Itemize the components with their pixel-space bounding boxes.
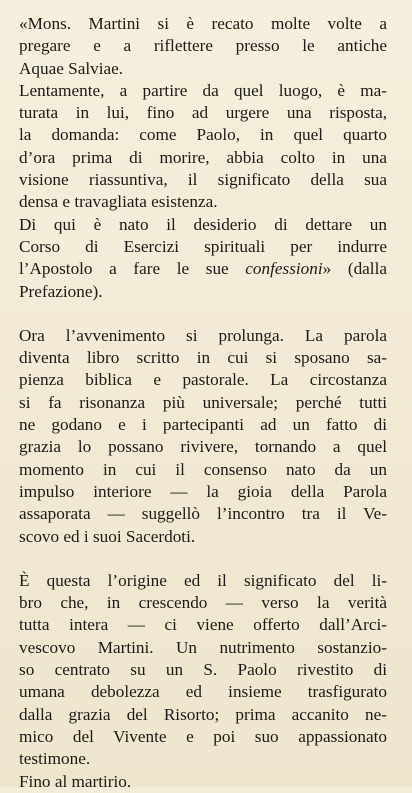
paragraph xyxy=(19,771,387,793)
paragraph xyxy=(19,214,387,303)
text-line: Ora l’avvenimento si prolunga. La parola xyxy=(19,325,387,345)
text-line: so centrato su un S. Paolo rivestito di xyxy=(19,660,387,680)
text-line: densa e travagliata esistenza. xyxy=(19,192,218,212)
text-line: d’ora prima di morire, abbia colto in una xyxy=(19,147,387,167)
paragraph xyxy=(19,325,387,548)
text-line: scovo ed i suoi Sacerdoti. xyxy=(19,526,196,546)
text-line: Di qui è nato il desiderio di dettare un xyxy=(19,214,387,234)
text-line: bro che, in crescendo — verso la verità xyxy=(19,593,387,613)
text-line: mico del Vivente e poi suo appassionato xyxy=(19,726,387,746)
text-line: pregare e a riflettere presso le antiche xyxy=(19,36,387,56)
text-segment: l’Apostolo a fare le sue xyxy=(19,259,246,279)
text-line: assaporata — suggellò l’incontro tra il Ve- xyxy=(19,504,387,524)
paragraph xyxy=(19,80,387,214)
text-line: dalla grazia del Risorto; prima accanito ne- xyxy=(19,704,387,724)
text-line: umana debolezza ed insieme trasfigurato xyxy=(19,682,387,702)
text-line: tutta intera — ci viene offerto dall’Arci- xyxy=(19,615,387,635)
text-line: la domanda: come Paolo, in quel quarto xyxy=(19,125,387,145)
text-line: vescovo Martini. Un nutrimento sostanzio- xyxy=(19,637,387,657)
text-segment: » (dalla xyxy=(322,259,387,279)
text-line: diventa libro scritto in cui si sposano sa- xyxy=(19,348,387,368)
text-line: impulso interiore — la gioia della Parola xyxy=(19,481,387,501)
text-line: testimone. xyxy=(19,749,91,769)
text-line: Corso di Esercizi spirituali per indurre xyxy=(19,236,387,256)
text-line: grazia lo possano rivivere, tornando a quel xyxy=(19,437,387,457)
text-line: ne godano e i partecipanti ad un fatto di xyxy=(19,415,387,435)
paragraph xyxy=(19,570,387,771)
text-line: «Mons. Martini si è recato molte volte a xyxy=(19,14,387,33)
text-line: Prefazione). xyxy=(19,281,103,301)
italic-word: confessioni xyxy=(245,259,323,279)
text-line xyxy=(19,258,387,280)
text-line: Aquae Salviae. xyxy=(19,58,124,78)
text-line: Fino al martirio. xyxy=(19,771,132,791)
text-line: Lentamente, a partire da quel luogo, è ma- xyxy=(19,80,387,100)
text-line: si fa risonanza più universale; perché tutti xyxy=(19,392,387,412)
text-line: È questa l’origine ed il significato del li- xyxy=(19,570,387,590)
text-line: visione riassuntiva, il significato della sua xyxy=(19,170,387,190)
paragraph xyxy=(19,13,387,80)
body-text xyxy=(19,13,387,793)
text-line: pienza biblica e pastorale. La circostanza xyxy=(19,370,387,390)
text-line: momento in cui il consenso nato da un xyxy=(19,459,387,479)
text-line: turata in lui, fino ad urgere una risposta, xyxy=(19,103,387,123)
